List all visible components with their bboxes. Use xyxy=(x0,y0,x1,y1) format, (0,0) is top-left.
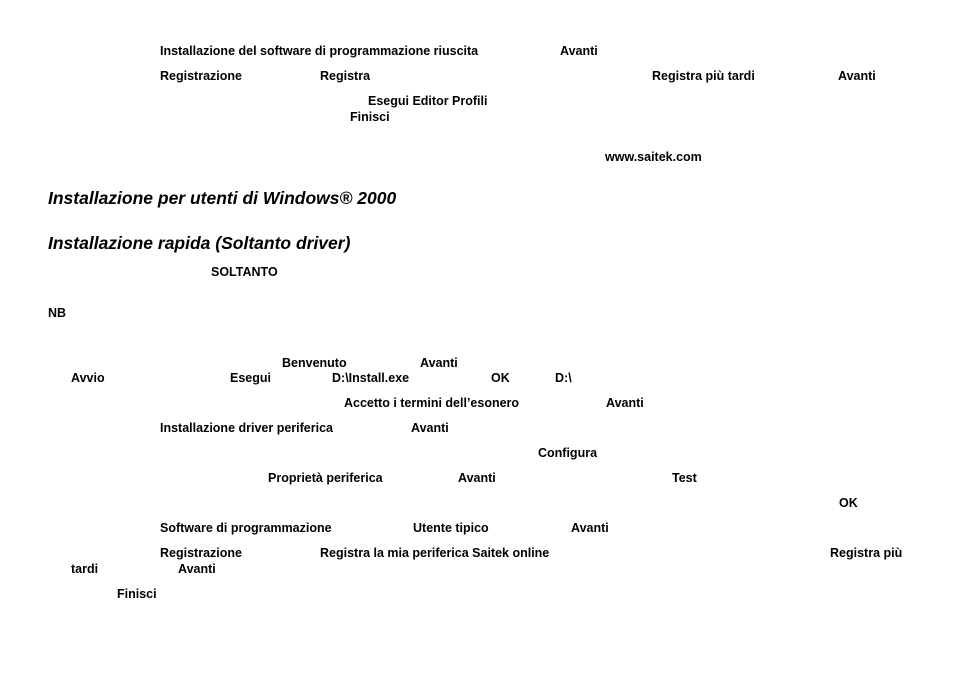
term-configure: Configura xyxy=(538,446,598,460)
term-programming-software: Software di programmazione xyxy=(160,521,332,535)
term-installation-success: Installazione del software di programmazione riuscita xyxy=(160,44,479,58)
term-welcome: Benvenuto xyxy=(282,356,347,370)
term-test: Test xyxy=(672,471,697,485)
term-next: Avanti xyxy=(560,44,598,58)
term-next: Avanti xyxy=(178,562,216,576)
term-drive: D:\ xyxy=(555,371,572,385)
term-typical-user: Utente tipico xyxy=(413,521,489,535)
term-next: Avanti xyxy=(458,471,496,485)
term-ok: OK xyxy=(491,371,510,385)
term-register-later-part2: tardi xyxy=(71,562,99,576)
heading-windows-2000: Installazione per utenti di Windows® 2000 xyxy=(48,188,397,208)
term-note: NB xyxy=(48,306,67,320)
term-only: SOLTANTO xyxy=(211,265,278,279)
term-install-path: D:\Install.exe xyxy=(332,371,410,385)
term-register-online: Registra la mia periferica Saitek online xyxy=(320,546,550,560)
website-url: www.saitek.com xyxy=(605,150,702,164)
term-next: Avanti xyxy=(411,421,449,435)
term-next: Avanti xyxy=(838,69,876,83)
term-driver-install: Installazione driver periferica xyxy=(160,421,333,435)
term-accept-disclaimer: Accetto i termini dell’esonero xyxy=(344,396,520,410)
term-next: Avanti xyxy=(571,521,609,535)
term-register: Registra xyxy=(320,69,371,83)
term-finish: Finisci xyxy=(117,587,157,601)
term-registration: Registrazione xyxy=(160,69,242,83)
term-next: Avanti xyxy=(420,356,458,370)
term-ok: OK xyxy=(839,496,858,510)
heading-quick-install: Installazione rapida (Soltanto driver) xyxy=(48,233,351,253)
term-register-later: Registra più tardi xyxy=(652,69,755,83)
term-next: Avanti xyxy=(606,396,644,410)
term-register-later-part1: Registra più xyxy=(830,546,903,560)
term-finish: Finisci xyxy=(350,110,390,124)
term-device-properties: Proprietà periferica xyxy=(268,471,383,485)
term-registration: Registrazione xyxy=(160,546,242,560)
term-start: Avvio xyxy=(71,371,105,385)
term-run-profile-editor: Esegui Editor Profili xyxy=(368,94,488,108)
term-run: Esegui xyxy=(230,371,271,385)
